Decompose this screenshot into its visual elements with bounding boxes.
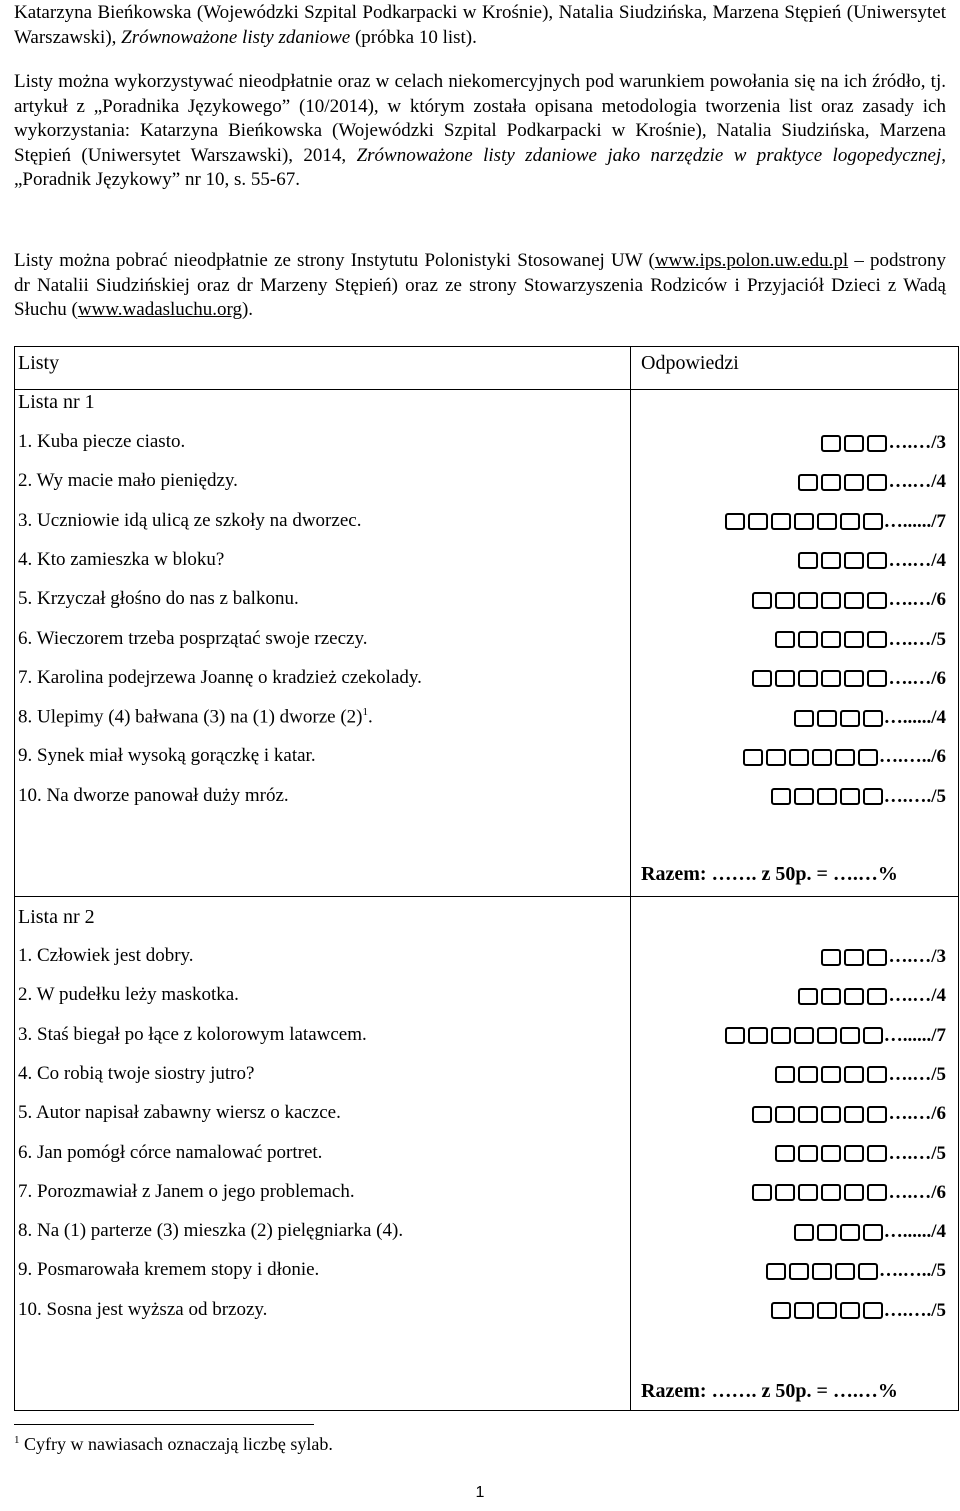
word-checkbox[interactable]: [821, 1145, 841, 1162]
word-checkbox[interactable]: [863, 1027, 883, 1044]
score-field: ….…/4: [888, 471, 946, 493]
word-checkbox[interactable]: [817, 1224, 837, 1241]
intro-citation-title: Zrównoważone listy zdaniowe: [121, 26, 351, 48]
sentence-item: [18, 1102, 341, 1124]
word-checkbox[interactable]: [817, 1027, 837, 1044]
word-checkbox[interactable]: [821, 1184, 841, 1201]
list-2-answers: [631, 897, 959, 1411]
list-total: Razem: ……. z 50p. = ….…%: [641, 863, 898, 885]
word-checkbox[interactable]: [821, 592, 841, 609]
sentence-text: 5. Autor napisał zabawny wiersz o kaczce.: [18, 1102, 341, 1124]
word-checkbox[interactable]: [863, 513, 883, 530]
word-checkboxes: [775, 1145, 887, 1162]
sentence-item: [18, 1024, 367, 1046]
word-checkbox[interactable]: [858, 1263, 878, 1280]
sentence-text: 10. Na dworze panował duży mróz.: [18, 784, 289, 806]
score-field: ….…../5: [878, 1260, 946, 1282]
word-checkbox[interactable]: [798, 474, 818, 491]
list-total: Razem: ……. z 50p. = ….…%: [641, 1380, 898, 1402]
word-checkbox[interactable]: [867, 988, 887, 1005]
answer-row: [775, 629, 946, 651]
word-checkbox[interactable]: [821, 631, 841, 648]
word-checkbox[interactable]: [867, 474, 887, 491]
sentence-item: [18, 510, 361, 532]
word-checkbox[interactable]: [775, 1145, 795, 1162]
word-checkboxes: [794, 710, 883, 727]
word-checkbox[interactable]: [840, 1027, 860, 1044]
sentence-item: [18, 745, 316, 767]
footnote-text: Cyfry w nawiasach oznaczają liczbę sylab.: [19, 1434, 333, 1454]
word-checkbox[interactable]: [844, 949, 864, 966]
word-checkbox[interactable]: [867, 631, 887, 648]
word-checkbox[interactable]: [743, 749, 763, 766]
word-checkbox[interactable]: [867, 1184, 887, 1201]
answer-row: [771, 786, 946, 808]
sentence-text: 9. Synek miał wysoką gorączkę i katar.: [18, 745, 316, 767]
sentence-text: 3. Uczniowie idą ulicą ze szkoły na dworzec.: [18, 509, 362, 531]
answer-row: [766, 1260, 946, 1282]
list-title: Lista nr 1: [18, 391, 95, 413]
word-checkbox[interactable]: [775, 631, 795, 648]
sentence-item: [18, 1181, 355, 1203]
sentence-item: [18, 588, 299, 610]
word-checkboxes: [798, 552, 887, 569]
intro-usage-text: Listy można wykorzystywać nieodpłatnie oraz w celach niekomercyjnych pod warunkiem powołania się na ich źródło, tj. artykuł z „Poradnika Językowego” (10/2014), w którym została opisana metodologia tworzenia list oraz zasady ich wykorzystania: Katarzyna Bieńkowska (Wojewódzki Szpital Podkarpacki w Krośnie), Natalia Siudzińska, Marzena Stępień (Uniwersytet Warszawski), 2014,: [14, 71, 946, 166]
word-checkbox[interactable]: [817, 1302, 837, 1319]
wadasluchu-link[interactable]: www.wadasluchu.org: [77, 299, 242, 320]
word-checkbox[interactable]: [821, 552, 841, 569]
word-checkbox[interactable]: [821, 435, 841, 452]
word-checkbox[interactable]: [844, 1184, 864, 1201]
word-checkboxes: [821, 949, 887, 966]
word-checkboxes: [771, 788, 883, 805]
word-checkbox[interactable]: [771, 1027, 791, 1044]
word-checkbox[interactable]: [844, 592, 864, 609]
word-checkbox[interactable]: [812, 1263, 832, 1280]
word-checkbox[interactable]: [817, 788, 837, 805]
word-checkbox[interactable]: [752, 1184, 772, 1201]
score-field: ….…./5: [883, 785, 946, 807]
answer-row: [794, 707, 946, 729]
word-checkbox[interactable]: [794, 1302, 814, 1319]
word-checkbox[interactable]: [840, 1302, 860, 1319]
score-field: ….…../6: [878, 746, 946, 768]
sentence-item: [18, 1063, 254, 1085]
word-checkbox[interactable]: [867, 552, 887, 569]
word-checkbox[interactable]: [752, 592, 772, 609]
word-checkbox[interactable]: [817, 513, 837, 530]
answer-row: [775, 1064, 946, 1086]
score-field: ….…/4: [888, 985, 946, 1007]
word-checkbox[interactable]: [821, 670, 841, 687]
word-checkbox[interactable]: [771, 1302, 791, 1319]
word-checkbox[interactable]: [867, 435, 887, 452]
word-checkbox[interactable]: [840, 513, 860, 530]
sentence-item: [18, 667, 422, 689]
score-field: ….…/5: [888, 1063, 946, 1085]
score-field: ….…/3: [888, 946, 946, 967]
word-checkbox[interactable]: [821, 949, 841, 966]
word-checkbox[interactable]: [775, 1106, 795, 1123]
word-checkbox[interactable]: [863, 1224, 883, 1241]
sentence-item: [18, 1299, 267, 1321]
answer-row: [798, 471, 946, 493]
answer-row: [794, 1221, 946, 1243]
sentence-text: 5. Krzyczał głośno do nas z balkonu.: [18, 588, 299, 610]
word-checkbox[interactable]: [794, 513, 814, 530]
score-field: ….…/4: [888, 549, 946, 571]
word-checkbox[interactable]: [771, 788, 791, 805]
word-checkbox[interactable]: [817, 710, 837, 727]
answer-row: [775, 1143, 946, 1165]
word-checkbox[interactable]: [863, 1302, 883, 1319]
word-checkbox[interactable]: [844, 474, 864, 491]
word-checkbox[interactable]: [821, 1106, 841, 1123]
sentence-item: [18, 470, 238, 492]
word-checkbox[interactable]: [798, 631, 818, 648]
score-field: ….…/6: [888, 1181, 946, 1203]
score-field: ….…/5: [888, 1142, 946, 1164]
word-checkbox[interactable]: [867, 1106, 887, 1123]
word-checkboxes: [821, 435, 887, 452]
footnote-divider: [14, 1424, 314, 1425]
answer-row: [725, 1025, 946, 1047]
word-checkbox[interactable]: [858, 749, 878, 766]
word-checkbox[interactable]: [775, 1184, 795, 1201]
word-checkbox[interactable]: [748, 513, 768, 530]
answer-row: [771, 1300, 946, 1322]
word-checkbox[interactable]: [789, 749, 809, 766]
word-checkboxes: [775, 631, 887, 648]
word-checkbox[interactable]: [840, 788, 860, 805]
word-checkbox[interactable]: [863, 788, 883, 805]
list-title: Lista nr 2: [18, 906, 95, 928]
word-checkbox[interactable]: [844, 988, 864, 1005]
answer-row: [821, 432, 946, 454]
word-checkbox[interactable]: [844, 1066, 864, 1083]
answer-row: [752, 1182, 946, 1204]
sentence-text: 10. Sosna jest wyższa od brzozy.: [18, 1298, 268, 1320]
sentence-item: [18, 785, 289, 807]
sentence-item: [18, 1220, 403, 1242]
list-2-sentences: [15, 897, 631, 1411]
word-checkbox[interactable]: [821, 988, 841, 1005]
word-checkbox[interactable]: [840, 1224, 860, 1241]
word-checkbox[interactable]: [844, 670, 864, 687]
sentence-text: 9. Posmarowała kremem stopy i dłonie.: [18, 1259, 320, 1281]
sentence-text: 2. Wy macie mało pieniędzy.: [18, 470, 238, 492]
word-checkbox[interactable]: [844, 435, 864, 452]
column-header-answers: Odpowiedzi: [631, 347, 959, 390]
answer-row: [752, 589, 946, 611]
word-checkbox[interactable]: [794, 710, 814, 727]
word-checkboxes: [752, 592, 887, 609]
score-field: …....../7: [883, 1024, 946, 1046]
word-checkbox[interactable]: [835, 1263, 855, 1280]
word-checkboxes: [775, 1066, 887, 1083]
word-checkbox[interactable]: [844, 1106, 864, 1123]
word-checkbox[interactable]: [867, 949, 887, 966]
word-checkbox[interactable]: [798, 988, 818, 1005]
word-checkbox[interactable]: [863, 710, 883, 727]
word-checkbox[interactable]: [775, 1066, 795, 1083]
word-checkbox[interactable]: [840, 710, 860, 727]
score-field: ….…/6: [888, 667, 946, 689]
intro-citation-tail: (próbka 10 list).: [350, 26, 477, 48]
lists-table: [14, 346, 959, 1411]
sentence-tail: .: [368, 706, 373, 728]
score-field: …....../7: [883, 510, 946, 532]
score-field: ….…./5: [883, 1299, 946, 1321]
sentence-text: 6. Wieczorem trzeba posprzątać swoje rzeczy.: [18, 627, 368, 649]
word-checkboxes: [794, 1224, 883, 1241]
word-checkbox[interactable]: [867, 592, 887, 609]
answer-row: [725, 511, 946, 533]
answer-row: [821, 946, 946, 968]
sentence-text: 2. W pudełku leży maskotka.: [18, 984, 239, 1006]
intro-citation-text: Katarzyna Bieńkowska (Wojewódzki Szpital Podkarpacki w Krośnie), Natalia Siudzińska, Marzena Stępień (Uniwersytet Warszawski),: [14, 2, 946, 48]
word-checkbox[interactable]: [821, 1066, 841, 1083]
word-checkboxes: [766, 1263, 878, 1280]
word-checkbox[interactable]: [794, 1224, 814, 1241]
sentence-text: 7. Karolina podejrzewa Joannę o kradzież czekolady.: [18, 666, 422, 688]
word-checkbox[interactable]: [867, 1066, 887, 1083]
sentence-text: 1. Kuba piecze ciasto.: [18, 431, 186, 452]
page-number: 1: [475, 1484, 485, 1501]
word-checkbox[interactable]: [748, 1027, 768, 1044]
sentence-text: 3. Staś biegał po łące z kolorowym latawcem.: [18, 1023, 367, 1045]
score-field: ….…/5: [888, 628, 946, 650]
answer-row: [743, 746, 946, 768]
intro-usage-terms: [14, 70, 946, 193]
word-checkbox[interactable]: [798, 1106, 818, 1123]
intro-download-text-2: – podstrony dr Natalii Siudzińskiej oraz dr Marzeny Stępień) oraz ze strony Stowarzyszenia Rodziców i Przyjaciół Dzieci z Wadą Słuchu (: [14, 250, 947, 320]
answer-row: [752, 668, 946, 690]
word-checkboxes: [752, 670, 887, 687]
word-checkboxes: [725, 513, 883, 530]
word-checkbox[interactable]: [766, 749, 786, 766]
sentence-item: [18, 1142, 322, 1164]
score-field: …....../4: [883, 707, 946, 729]
answer-row: [752, 1103, 946, 1125]
sentence-text: 4. Kto zamieszka w bloku?: [18, 548, 225, 570]
sentence-text: 6. Jan pomógł córce namalować portret.: [18, 1141, 323, 1163]
sentence-text: 1. Człowiek jest dobry.: [18, 945, 194, 966]
answer-row: [798, 550, 946, 572]
word-checkbox[interactable]: [798, 1184, 818, 1201]
sentence-text: 8. Ulepimy (4) bałwana (3) na (1) dworze (2): [18, 706, 363, 728]
sentence-item: [18, 431, 185, 453]
score-field: …....../4: [883, 1221, 946, 1243]
score-field: ….…/3: [888, 432, 946, 453]
word-checkbox[interactable]: [771, 513, 791, 530]
intro-usage-tail: , „Poradnik Językowy” nr 10, s. 55-67.: [14, 144, 946, 190]
answer-row: [798, 985, 946, 1007]
intro-download-tail: ).: [241, 299, 254, 320]
footnote-marker: 1: [14, 1434, 20, 1446]
word-checkbox[interactable]: [867, 1145, 887, 1162]
word-checkbox[interactable]: [798, 670, 818, 687]
word-checkboxes: [725, 1027, 883, 1044]
word-checkboxes: [752, 1106, 887, 1123]
footnote: [14, 1434, 333, 1455]
score-field: ….…/6: [888, 589, 946, 611]
word-checkbox[interactable]: [821, 474, 841, 491]
list-1-answers: [631, 390, 959, 897]
word-checkbox[interactable]: [844, 1145, 864, 1162]
word-checkbox[interactable]: [798, 1066, 818, 1083]
word-checkbox[interactable]: [752, 1106, 772, 1123]
sentence-item: [18, 945, 194, 967]
word-checkbox[interactable]: [766, 1263, 786, 1280]
word-checkbox[interactable]: [794, 1027, 814, 1044]
word-checkbox[interactable]: [725, 513, 745, 530]
intro-download-info: [14, 249, 946, 323]
intro-download-text: Listy można pobrać nieodpłatnie ze strony Instytutu Polonistyki Stosowanej UW (: [14, 250, 655, 271]
sentence-text: 7. Porozmawiał z Janem o jego problemach.: [18, 1180, 355, 1202]
word-checkbox[interactable]: [867, 670, 887, 687]
word-checkbox[interactable]: [798, 552, 818, 569]
sentence-text: 8. Na (1) parterze (3) mieszka (2) pielęgniarka (4).: [18, 1220, 404, 1242]
column-header-lists: Listy: [15, 347, 631, 390]
word-checkbox[interactable]: [794, 788, 814, 805]
ips-link[interactable]: www.ips.polon.uw.edu.pl: [654, 250, 849, 271]
word-checkbox[interactable]: [835, 749, 855, 766]
intro-citation: [14, 1, 946, 50]
word-checkbox[interactable]: [844, 552, 864, 569]
word-checkbox[interactable]: [752, 670, 772, 687]
word-checkbox[interactable]: [798, 1145, 818, 1162]
word-checkbox[interactable]: [844, 631, 864, 648]
sentence-item: [18, 1259, 319, 1281]
footnote-ref: 1: [362, 706, 369, 719]
list-1-sentences: [15, 390, 631, 897]
score-field: ….…/6: [888, 1103, 946, 1125]
word-checkboxes: [752, 1184, 887, 1201]
word-checkbox[interactable]: [775, 592, 795, 609]
word-checkbox[interactable]: [725, 1027, 745, 1044]
word-checkbox[interactable]: [812, 749, 832, 766]
word-checkbox[interactable]: [775, 670, 795, 687]
word-checkboxes: [743, 749, 878, 766]
word-checkbox[interactable]: [789, 1263, 809, 1280]
sentence-item: [18, 628, 368, 650]
sentence-text: 4. Co robią twoje siostry jutro?: [18, 1062, 255, 1084]
sentence-item: [18, 549, 224, 571]
word-checkboxes: [798, 474, 887, 491]
intro-article-title: Zrównoważone listy zdaniowe jako narzędzie w praktyce logopedycznej: [356, 144, 942, 166]
word-checkboxes: [771, 1302, 883, 1319]
sentence-item: [18, 984, 239, 1006]
word-checkbox[interactable]: [798, 592, 818, 609]
sentence-item: [18, 706, 373, 728]
word-checkboxes: [798, 988, 887, 1005]
